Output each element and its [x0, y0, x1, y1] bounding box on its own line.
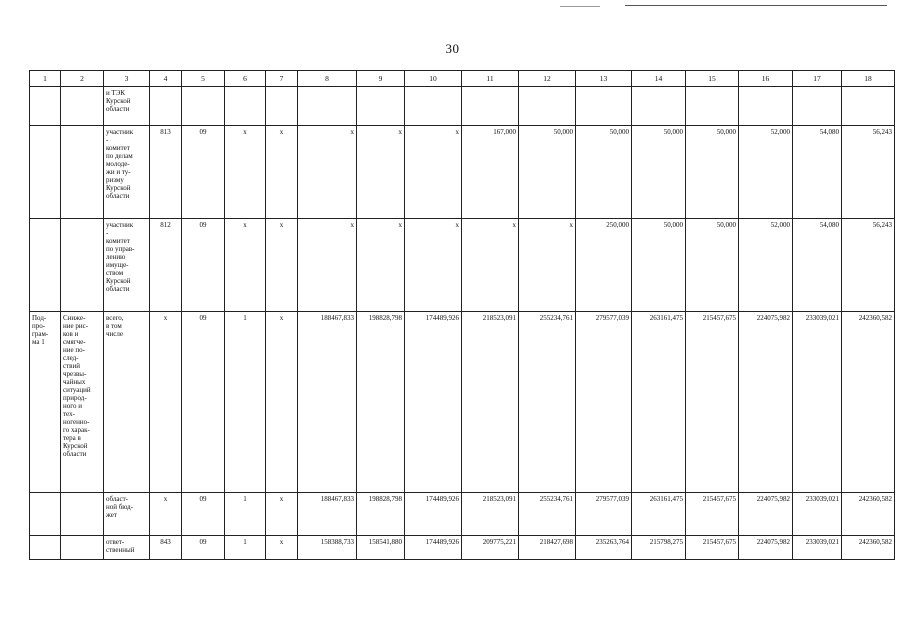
value-cell: 50,000	[686, 219, 739, 312]
table-row	[30, 219, 895, 312]
value-cell: 52,000	[739, 219, 793, 312]
program-code-cell: Под- про- грам- ма 1	[30, 312, 61, 493]
value-cell: 215798,275	[632, 536, 686, 560]
program-name-cell: Сниже- ние рис- ков и смягче- ние по- след- ствий чрезвы- чайных ситуаций природ- ного и тех- ногенно- го харак- тера в Курской области	[61, 312, 104, 493]
value-cell: 198828,798	[357, 493, 405, 536]
value-cell: 50,000	[686, 126, 739, 219]
value-cell	[842, 87, 895, 126]
value-cell: x	[298, 126, 357, 219]
value-cell	[632, 87, 686, 126]
value-cell: x	[150, 493, 182, 536]
value-cell	[266, 87, 298, 126]
value-cell	[519, 87, 576, 126]
column-header: 10	[405, 71, 462, 87]
column-header: 6	[225, 71, 266, 87]
column-header: 13	[576, 71, 632, 87]
column-header: 1	[30, 71, 61, 87]
value-cell: 56,243	[842, 126, 895, 219]
program-name-cell	[61, 126, 104, 219]
value-cell: 218523,091	[462, 493, 519, 536]
value-cell: 250,000	[576, 219, 632, 312]
budget-table	[29, 70, 895, 560]
value-cell: x	[266, 126, 298, 219]
column-header: 17	[793, 71, 842, 87]
scan-edge-line-short	[560, 6, 600, 7]
value-cell: x	[357, 219, 405, 312]
column-header: 16	[739, 71, 793, 87]
value-cell: 54,080	[793, 219, 842, 312]
column-header: 15	[686, 71, 739, 87]
value-cell: 215457,675	[686, 312, 739, 493]
value-cell: x	[150, 312, 182, 493]
column-header: 11	[462, 71, 519, 87]
value-cell	[405, 87, 462, 126]
value-cell: 279577,039	[576, 493, 632, 536]
value-cell: 242360,582	[842, 493, 895, 536]
value-cell: 50,000	[632, 126, 686, 219]
column-header: 4	[150, 71, 182, 87]
value-cell: 09	[182, 219, 225, 312]
participant-cell: и ТЭК Курской области	[104, 87, 150, 126]
table-row	[30, 126, 895, 219]
value-cell: 255234,761	[519, 493, 576, 536]
value-cell: 174489,926	[405, 536, 462, 560]
participant-cell: ответ- ственный	[104, 536, 150, 560]
value-cell	[462, 87, 519, 126]
value-cell: 235263,764	[576, 536, 632, 560]
value-cell: 218427,698	[519, 536, 576, 560]
value-cell: 09	[182, 126, 225, 219]
value-cell: 54,080	[793, 126, 842, 219]
value-cell: x	[266, 493, 298, 536]
program-name-cell	[61, 536, 104, 560]
participant-cell: участник - комитет по делам молоде- жи и ту- ризму Курской области	[104, 126, 150, 219]
value-cell	[686, 87, 739, 126]
value-cell: x	[298, 219, 357, 312]
value-cell: 09	[182, 312, 225, 493]
participant-cell: всего, в том числе	[104, 312, 150, 493]
program-code-cell	[30, 536, 61, 560]
column-header: 2	[61, 71, 104, 87]
value-cell: 1	[225, 493, 266, 536]
value-cell: 188467,833	[298, 312, 357, 493]
value-cell: 158388,733	[298, 536, 357, 560]
program-code-cell	[30, 87, 61, 126]
value-cell: 50,000	[576, 126, 632, 219]
value-cell: x	[405, 126, 462, 219]
table-row	[30, 536, 895, 560]
column-header: 12	[519, 71, 576, 87]
value-cell: 233039,021	[793, 493, 842, 536]
program-code-cell	[30, 219, 61, 312]
column-header: 8	[298, 71, 357, 87]
value-cell: 224075,982	[739, 312, 793, 493]
value-cell: 812	[150, 219, 182, 312]
table-row	[30, 87, 895, 126]
value-cell	[150, 87, 182, 126]
value-cell: 843	[150, 536, 182, 560]
participant-cell: област- ной бюд- жет	[104, 493, 150, 536]
scan-edge-line	[625, 5, 887, 6]
value-cell: 242360,582	[842, 536, 895, 560]
program-name-cell	[61, 87, 104, 126]
value-cell: 233039,021	[793, 312, 842, 493]
value-cell: 813	[150, 126, 182, 219]
value-cell: 209775,221	[462, 536, 519, 560]
value-cell: 215457,675	[686, 536, 739, 560]
value-cell: 1	[225, 536, 266, 560]
value-cell	[576, 87, 632, 126]
value-cell: 1	[225, 312, 266, 493]
column-header: 5	[182, 71, 225, 87]
value-cell: 224075,982	[739, 536, 793, 560]
value-cell: 218523,091	[462, 312, 519, 493]
value-cell: x	[266, 536, 298, 560]
column-header: 3	[104, 71, 150, 87]
program-name-cell	[61, 493, 104, 536]
value-cell: 215457,675	[686, 493, 739, 536]
page-number: 30	[445, 41, 460, 56]
value-cell: x	[266, 219, 298, 312]
value-cell: x	[357, 126, 405, 219]
program-code-cell	[30, 126, 61, 219]
program-name-cell	[61, 219, 104, 312]
value-cell: 50,000	[519, 126, 576, 219]
value-cell: x	[405, 219, 462, 312]
value-cell: 263161,475	[632, 493, 686, 536]
value-cell: 224075,982	[739, 493, 793, 536]
value-cell	[182, 87, 225, 126]
value-cell	[298, 87, 357, 126]
participant-cell: участник - комитет по управ- лению имуще- ством Курской области	[104, 219, 150, 312]
value-cell: 09	[182, 493, 225, 536]
value-cell: x	[462, 219, 519, 312]
program-code-cell	[30, 493, 61, 536]
value-cell: 167,000	[462, 126, 519, 219]
table-row	[30, 493, 895, 536]
value-cell: x	[519, 219, 576, 312]
value-cell: 09	[182, 536, 225, 560]
value-cell: 50,000	[632, 219, 686, 312]
value-cell: 56,243	[842, 219, 895, 312]
value-cell	[357, 87, 405, 126]
value-cell: 198828,798	[357, 312, 405, 493]
column-number-header-row	[30, 71, 895, 87]
value-cell	[739, 87, 793, 126]
value-cell: 279577,039	[576, 312, 632, 493]
value-cell: 255234,761	[519, 312, 576, 493]
value-cell	[225, 87, 266, 126]
value-cell: 174489,926	[405, 493, 462, 536]
value-cell: 263161,475	[632, 312, 686, 493]
value-cell: 242360,582	[842, 312, 895, 493]
table-row	[30, 312, 895, 493]
value-cell: 158541,880	[357, 536, 405, 560]
value-cell: x	[225, 126, 266, 219]
value-cell	[793, 87, 842, 126]
column-header: 18	[842, 71, 895, 87]
column-header: 14	[632, 71, 686, 87]
column-header: 7	[266, 71, 298, 87]
value-cell: 174489,926	[405, 312, 462, 493]
value-cell: x	[225, 219, 266, 312]
column-header: 9	[357, 71, 405, 87]
value-cell: x	[266, 312, 298, 493]
value-cell: 233039,021	[793, 536, 842, 560]
value-cell: 52,000	[739, 126, 793, 219]
value-cell: 188467,833	[298, 493, 357, 536]
